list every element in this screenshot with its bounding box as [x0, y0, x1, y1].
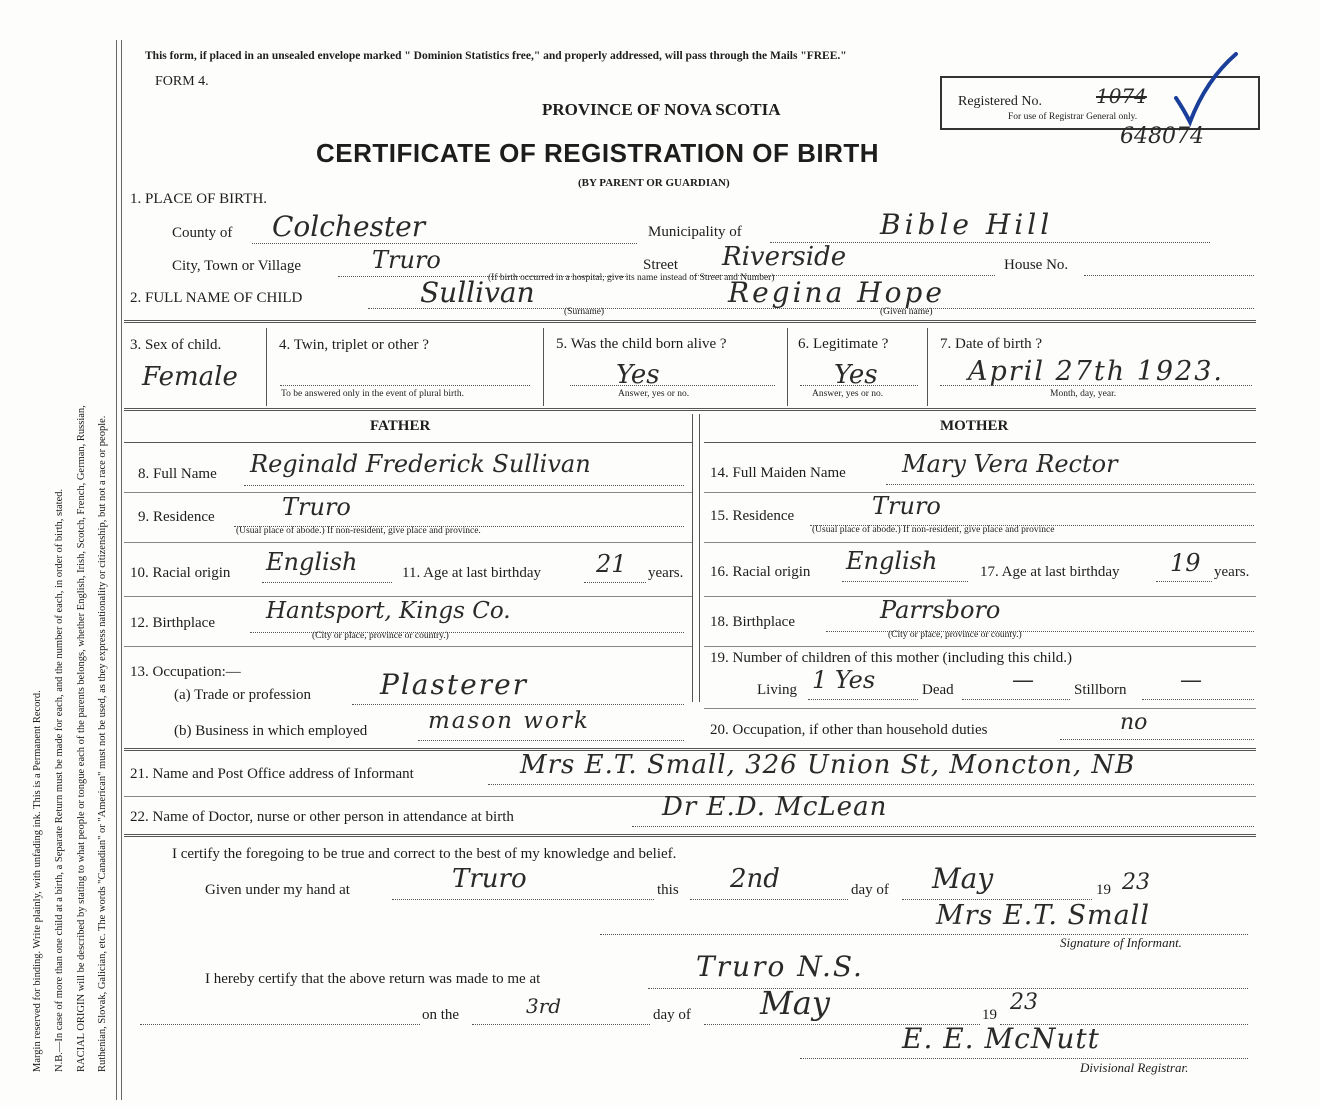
county-line [252, 243, 637, 244]
mother-occupation-line [1060, 739, 1254, 740]
legitimate-label: 6. Legitimate ? [798, 336, 889, 352]
mother-rule-5 [704, 708, 1256, 709]
living-line [808, 699, 918, 700]
stamp-number: 648074 [1120, 124, 1204, 149]
place-of-birth-label: 1. PLACE OF BIRTH. [130, 191, 268, 207]
dob-value: April 27th 1923. [968, 356, 1225, 387]
sex-label: 3. Sex of child. [130, 337, 222, 353]
registrar-month-value: May [760, 984, 830, 1022]
county-label: County of [172, 225, 233, 241]
registrar-note: For use of Registrar General only. [1008, 112, 1138, 122]
registrar-signature: E. E. McNutt [902, 1022, 1100, 1055]
municipality-value: Bible Hill [880, 208, 1054, 241]
legitimate-caption: Answer, yes or no. [812, 389, 884, 399]
mother-age-label: 17. Age at last birthday [980, 564, 1120, 580]
margin-rule-inner [121, 40, 122, 1100]
stillborn-label: Stillborn [1074, 682, 1127, 698]
father-race-label: 10. Racial origin [130, 565, 231, 581]
check-mark-icon [1170, 50, 1240, 130]
child-surname: Sullivan [420, 276, 535, 309]
margin-note-multiple-birth: N.B.—In case of more than one child at a birth, a Separate Return must be made for each, and the number of each, in order of birth, stated. [54, 488, 65, 1072]
surname-caption: (Surname) [564, 307, 605, 317]
mother-race-value: English [846, 547, 938, 575]
given-name-caption: (Given name) [880, 307, 933, 317]
doctor-line [632, 826, 1254, 827]
dead-line [962, 699, 1070, 700]
father-rule-3 [124, 596, 692, 597]
col-divider-a [266, 328, 267, 406]
mother-name-value: Mary Vera Rector [902, 450, 1118, 478]
given-place-value: Truro [452, 864, 527, 894]
form-number: FORM 4. [155, 74, 209, 89]
mother-race-line [842, 581, 968, 582]
business-value: mason work [428, 708, 590, 734]
col-divider-d [927, 328, 928, 406]
given-day-value: 2nd [730, 864, 780, 894]
father-name-value: Reginald Frederick Sullivan [250, 450, 591, 478]
dob-caption: Month, day, year. [1050, 389, 1117, 399]
father-race-value: English [266, 548, 358, 576]
child-name-label: 2. FULL NAME OF CHILD [130, 290, 303, 306]
given-under-label: Given under my hand at [205, 882, 350, 898]
father-age-label: 11. Age at last birthday [402, 565, 541, 581]
doctor-value: Dr E.D. McLean [662, 792, 888, 822]
mother-rule-4 [704, 646, 1256, 647]
living-label: Living [757, 682, 797, 698]
alive-caption: Answer, yes or no. [618, 389, 690, 399]
trade-value: Plasterer [380, 668, 529, 701]
registrar-caption: Divisional Registrar. [1080, 1060, 1189, 1075]
trade-label: (a) Trade or profession [174, 687, 312, 703]
mother-years-label: years. [1214, 564, 1250, 580]
registrar-year-value: 23 [1010, 990, 1038, 1015]
mother-occupation-value: no [1120, 710, 1148, 735]
page-subtitle: (BY PARENT OR GUARDIAN) [578, 177, 730, 189]
father-birthplace-label: 12. Birthplace [130, 615, 215, 631]
hospital-note: (If birth occurred in a hospital, give its name instead of Street and Number) [488, 273, 775, 283]
registrar-day-of-label: day of [653, 1007, 691, 1023]
given-month-value: May [932, 862, 994, 895]
sex-value: Female [142, 362, 238, 392]
registrar-place-line [648, 988, 1248, 989]
mother-residence-value: Truro [872, 492, 941, 520]
mother-rule-2 [704, 542, 1256, 543]
alive-line [570, 385, 775, 386]
legitimate-value: Yes [834, 360, 878, 390]
alive-value: Yes [616, 360, 660, 390]
child-given-name: Regina Hope [728, 276, 945, 309]
on-the-label: on the [422, 1007, 460, 1023]
mother-birthplace-label: 18. Birthplace [710, 614, 795, 630]
business-line [418, 740, 684, 741]
given-year-value: 23 [1122, 870, 1150, 895]
city-value: Truro [372, 246, 441, 274]
father-birthplace-value: Hantsport, Kings Co. [266, 598, 511, 624]
father-heading-rule [124, 442, 692, 443]
dead-value: — [1012, 668, 1034, 693]
county-value: Colchester [272, 210, 426, 243]
divider-2 [124, 408, 1256, 411]
informant-label: 21. Name and Post Office address of Informant [130, 766, 414, 782]
margin-note-binding: Margin reserved for binding. Write plainly, with unfading ink. This is a Permanent Record. [32, 690, 43, 1072]
city-label: City, Town or Village [172, 258, 302, 274]
col-divider-b [543, 328, 544, 406]
registrar-day-line [472, 1024, 650, 1025]
margin-note-racial-origin: RACIAL ORIGIN will be described by stating to what people or tongue each of the parents belongs, whether English, Irish, Scotch, French, German, Russian, [76, 405, 87, 1072]
twin-label: 4. Twin, triplet or other ? [279, 337, 429, 353]
father-occupation-label: 13. Occupation:— [130, 664, 241, 680]
father-age-line [584, 582, 646, 583]
registered-number: 1074 [1096, 84, 1147, 108]
street-label: Street [643, 257, 678, 273]
parent-divider-2 [699, 414, 700, 702]
stillborn-value: — [1180, 668, 1202, 693]
father-residence-caption: (Usual place of abode.) If non-resident, give place and province. [236, 526, 481, 536]
mother-heading: MOTHER [940, 418, 1009, 434]
col-divider-c [787, 328, 788, 406]
father-name-label: 8. Full Name [138, 466, 217, 482]
street-value: Riverside [722, 242, 847, 272]
dob-label: 7. Date of birth ? [940, 336, 1043, 352]
mother-age-line [1156, 581, 1212, 582]
mother-rule-1 [704, 492, 1256, 493]
registrar-statement: I hereby certify that the above return was made to me at [205, 971, 541, 987]
divider-1 [124, 320, 1256, 323]
informant-signature-caption: Signature of Informant. [1060, 935, 1182, 950]
given-day-of-label: day of [851, 882, 889, 898]
province-heading: PROVINCE OF NOVA SCOTIA [542, 100, 781, 119]
living-value: 1 Yes [812, 666, 876, 694]
parent-divider-1 [692, 414, 693, 702]
business-label: (b) Business in which employed [174, 723, 368, 739]
registrar-leader-line [140, 1024, 420, 1025]
mother-name-label: 14. Full Maiden Name [710, 465, 846, 481]
informant-value: Mrs E.T. Small, 326 Union St, Moncton, NB [520, 750, 1136, 780]
informant-signature: Mrs E.T. Small [936, 900, 1150, 931]
this-label: this [657, 882, 679, 898]
informant-line [488, 784, 1254, 785]
stillborn-line [1142, 699, 1254, 700]
municipality-label: Municipality of [648, 224, 742, 240]
father-age-value: 21 [596, 550, 627, 578]
certify-statement: I certify the foregoing to be true and correct to the best of my knowledge and belief. [172, 846, 677, 862]
divider-5 [124, 834, 1256, 837]
mother-residence-label: 15. Residence [710, 508, 795, 524]
trade-line [352, 704, 684, 705]
dead-label: Dead [922, 682, 954, 698]
mother-residence-caption: (Usual place of abode.) If non-resident, give place and province [812, 525, 1055, 535]
twin-line [280, 385, 530, 386]
father-residence-label: 9. Residence [138, 509, 215, 525]
mother-name-line [886, 484, 1254, 485]
father-rule-1 [124, 492, 692, 493]
doctor-label: 22. Name of Doctor, nurse or other person in attendance at birth [130, 809, 514, 825]
father-heading: FATHER [370, 418, 431, 434]
mother-race-label: 16. Racial origin [710, 564, 811, 580]
mother-heading-rule [704, 442, 1256, 443]
given-day-line [690, 899, 848, 900]
mother-occupation-label: 20. Occupation, if other than household duties [710, 722, 988, 738]
children-count-label: 19. Number of children of this mother (including this child.) [710, 650, 1073, 666]
mother-age-value: 19 [1170, 549, 1201, 577]
margin-note-racial-origin-cont: Ruthenian, Slovak, Galician, etc. The words "Canadian" or "American" must not be used, as they express nationality or citizenship, but not a race or people. [97, 415, 108, 1072]
mother-birthplace-value: Parrsboro [880, 596, 1001, 624]
registrar-year-prefix: 19 [982, 1007, 997, 1023]
alive-label: 5. Was the child born alive ? [556, 336, 727, 352]
father-name-line [244, 485, 684, 486]
registrar-day-value: 3rd [526, 994, 562, 1018]
father-years-label: years. [648, 565, 684, 581]
father-rule-2 [124, 542, 692, 543]
father-race-line [262, 582, 392, 583]
page-title: CERTIFICATE OF REGISTRATION OF BIRTH [316, 138, 880, 168]
mail-notice: This form, if placed in an unsealed envelope marked " Dominion Statistics free," and properly addressed, will pass through the Mails "FREE." [145, 50, 847, 62]
mother-birthplace-caption: (City or place, province or county.) [888, 630, 1022, 640]
twin-caption: To be answered only in the event of plural birth. [281, 389, 464, 399]
house-number-label: House No. [1004, 257, 1069, 273]
margin-rule [116, 40, 117, 1100]
registrar-place-value: Truro N.S. [696, 950, 864, 983]
father-rule-4 [124, 646, 692, 647]
registrar-signature-line [800, 1058, 1248, 1059]
father-residence-value: Truro [282, 493, 351, 521]
house-number-line [1084, 275, 1254, 276]
father-birthplace-caption: (City or place, province or country.) [312, 631, 449, 641]
registered-label: Registered No. [958, 94, 1042, 109]
given-place-line [392, 899, 654, 900]
given-year-prefix: 19 [1096, 882, 1111, 898]
